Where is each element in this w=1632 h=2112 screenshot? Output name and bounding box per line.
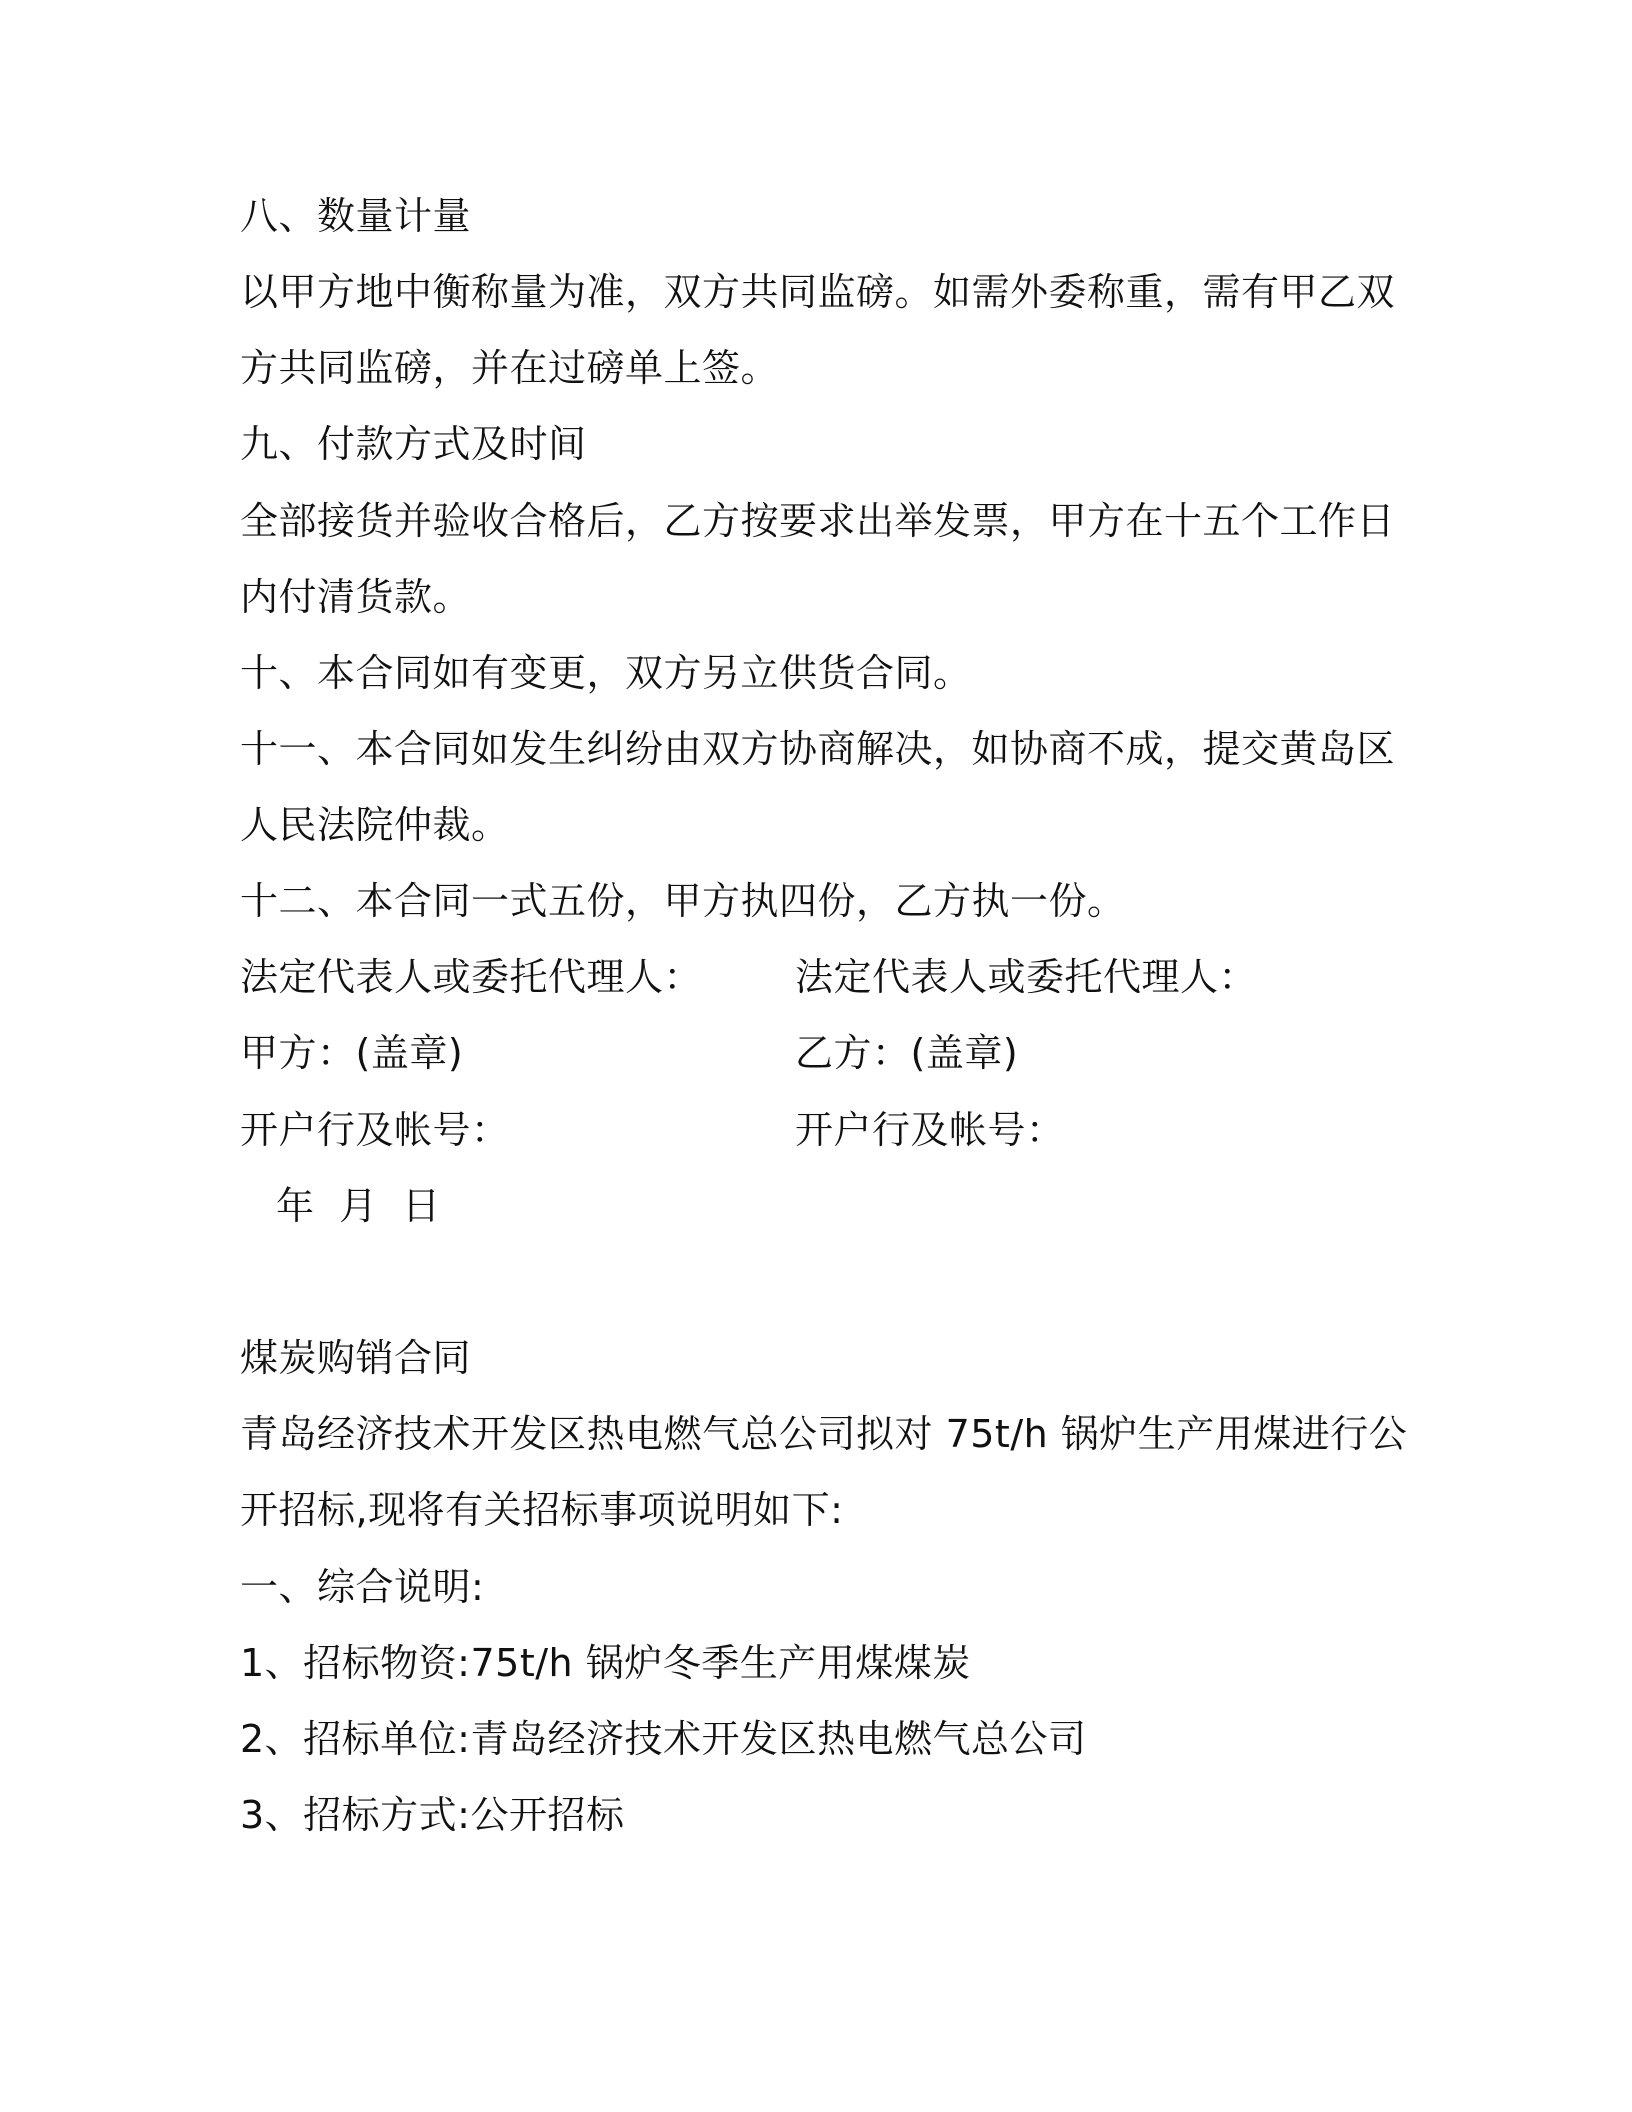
section-11-line-2: 人民法院仲裁。 [240,803,510,847]
section-11-line-1: 十一、本合同如发生纠纷由双方协商解决，如协商不成，提交黄岛区 [240,727,1396,771]
party-a-seal-label: 甲方：(盖章) [240,1031,464,1075]
second-document-title: 煤炭购销合同 [240,1336,472,1380]
date-label: 年 月 日 [276,1184,441,1228]
party-b-bank-label: 开户行及帐号： [795,1108,1065,1152]
party-a-representative-label: 法定代表人或委托代理人： [240,955,703,999]
section-9-heading: 九、付款方式及时间 [240,422,587,466]
party-a-bank-label: 开户行及帐号： [240,1108,510,1152]
party-b-representative-label: 法定代表人或委托代理人： [795,955,1258,999]
second-document-intro-line-2: 开招标,现将有关招标事项说明如下: [240,1488,844,1532]
section-12: 十二、本合同一式五份，甲方执四份，乙方执一份。 [240,879,1126,923]
second-document-item-1: 1、招标物资:75t/h 锅炉冬季生产用煤煤炭 [240,1641,971,1685]
party-b-seal-label: 乙方：(盖章) [795,1031,1019,1075]
section-8-body-line-2: 方共同监磅，并在过磅单上签。 [240,346,780,390]
section-9-body-line-2: 内付清货款。 [240,575,472,619]
second-document-item-3: 3、招标方式:公开招标 [240,1793,625,1837]
second-document-section-1-heading: 一、综合说明: [240,1565,485,1609]
second-document-intro-line-1: 青岛经济技术开发区热电燃气总公司拟对 75t/h 锅炉生产用煤进行公 [240,1412,1408,1456]
section-8-heading: 八、数量计量 [240,194,472,238]
section-9-body-line-1: 全部接货并验收合格后，乙方按要求出举发票，甲方在十五个工作日 [240,499,1396,543]
section-10: 十、本合同如有变更，双方另立供货合同。 [240,651,972,695]
section-8-body-line-1: 以甲方地中衡称量为准，双方共同监磅。如需外委称重，需有甲乙双 [240,270,1396,314]
second-document-item-2: 2、招标单位:青岛经济技术开发区热电燃气总公司 [240,1717,1087,1761]
